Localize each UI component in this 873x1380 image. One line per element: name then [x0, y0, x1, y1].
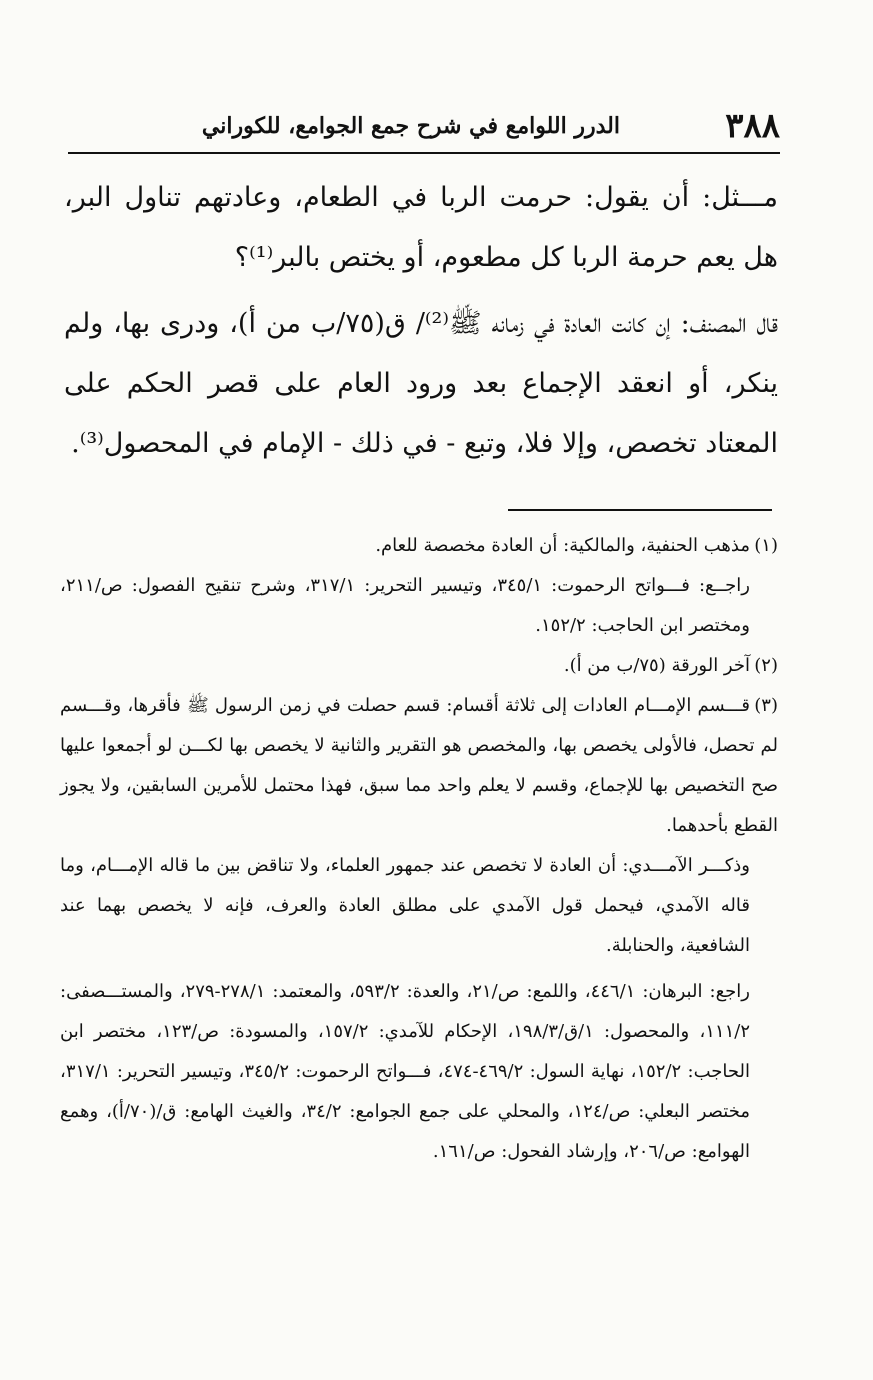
footnote-rule — [508, 509, 772, 511]
footnote-1-references: راجــع: فـــواتح الرحموت: ٣٤٥/١، وتيسير التحرير: ٣١٧/١، وشرح تنقيح الفصول: ص/٢١١، ومختصر ابن الحاجب: ١٥٢/٢. — [60, 575, 750, 636]
footnote-text: مذهب الحنفية، والمالكية: أن العادة مخصصة للعام. — [375, 535, 750, 556]
footnotes — [60, 526, 778, 1172]
footnote-3-references: راجع: البرهان: ٤٤٦/١، واللمع: ص/٢١، والعدة: ٥٩٣/٢، والمعتمد: ٢٧٨/١-٢٧٩، والمستـــصفى: ١١١/٢، والمحصول: ١/ق/١٩٨/٣، الإحكام للآمدي: ١٥٧/٢، والمسودة: ص/١٢٣، مختصر ابن الحاجب: ١٥٢/٢، نهاية السول: ٤٦٩/٢-٤٧٤، فـــواتح الرحموت: ٣٤٥/٢، وتيسير التحرير: ٣١٧/١، مختصر البعلي: ص/١٢٤، والمحلي على جمع الجوامع: ٣٤/٢، والغيث الهامع: ق/(٧٠/أ)، وهمع الهوامع: ص/٢٠٦، وإرشاد الفحول: ص/١٦١. — [60, 981, 751, 1162]
footnote-text: آخر الورقة (٧٥/ب من أ). — [563, 655, 750, 676]
running-title: الدرر اللوامع في شرح جمع الجوامع، للكوراني — [201, 113, 620, 139]
footnote-2 — [60, 646, 778, 686]
footnote-number: (١) — [754, 535, 778, 556]
page-number: ٣٨٨ — [725, 106, 780, 146]
footnote-3 — [60, 686, 778, 846]
main-paragraph-1: مـــثل: أن يقول: حرمت الربا في الطعام، وعادتهم تناول البر، هل يعم حرمة الربا كل مطعوم، أو يختص بالبر⁽¹⁾؟ — [64, 182, 778, 273]
footnote-number: (٢) — [754, 655, 778, 676]
footnote-3-amidi: وذكـــر الآمـــدي: أن العادة لا تخصص عند جمهور العلماء، ولا تناقض بين ما قاله الإمـــام، وما قاله الآمدي، فيحمل قول الآمدي على مطلق العادة والعرف، فإنه لا يخصص بهما عند الشافعية، والحنابلة. — [60, 855, 750, 956]
main-text — [64, 168, 778, 474]
footnote-text: قـــسم الإمـــام العادات إلى ثلاثة أقسام: قسم حصلت في زمن الرسول ﷺ فأقرها، وقـــسم لم تحصل، فالأولى يخصص بها، والمخصص هو التقرير والثانية لا يخصص بها لكـــن لو أجمعوا عليها صح التخصيص بها للإجماع، وقسم لا يعلم واحد مما سبق، فهذا محتمل للأمرين السابقين، ولا يجوز القطع بأحدهما. — [60, 695, 778, 836]
main-paragraph-2: قال المصنف: إن كانت العادة في زمانه ﷺ⁽²⁾/ ق(٧٥/ب من أ)، ودرى بها، ولم ينكر، أو انعقد الإجماع بعد ورود العام على قصر الحكم على المعتاد تخصص، وإلا فلا، وتبع - في ذلك - الإمام في المحصول⁽³⁾. — [64, 308, 778, 459]
footnote-1 — [60, 526, 778, 566]
header-rule — [68, 152, 780, 154]
footnote-number: (٣) — [754, 695, 778, 716]
page-header — [68, 104, 780, 148]
